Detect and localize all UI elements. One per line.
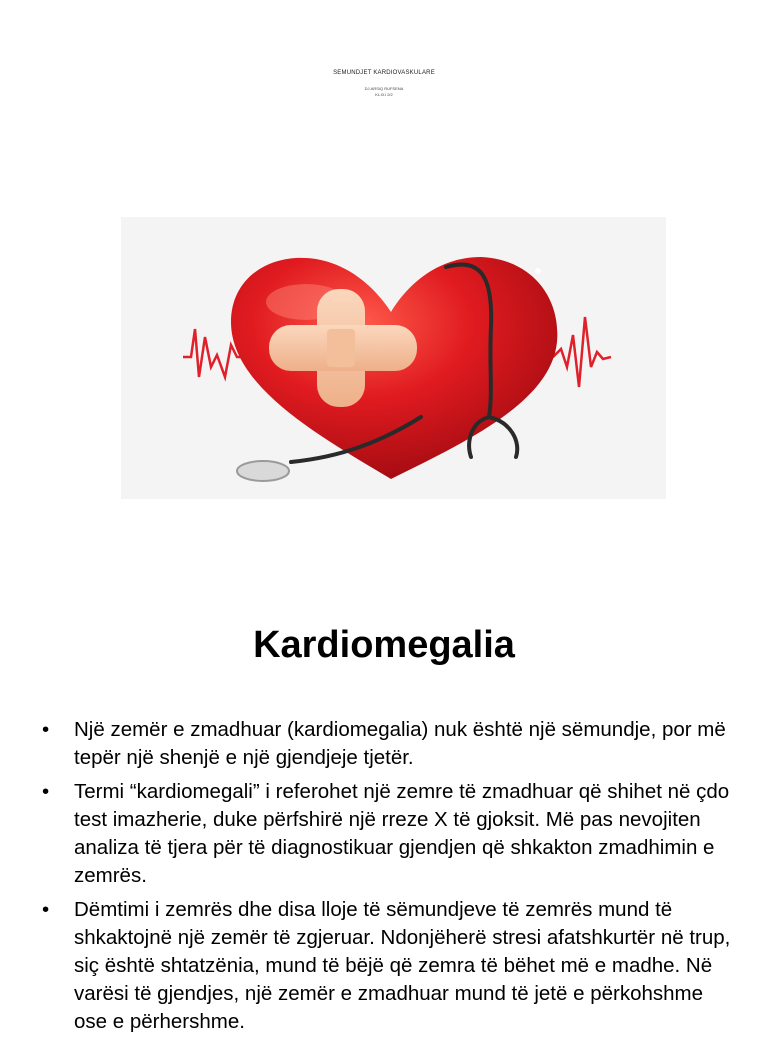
- bullet-dot-icon: •: [42, 898, 50, 921]
- bullet-dot-icon: •: [42, 780, 50, 803]
- bullet-list: [42, 716, 732, 1042]
- heart-illustration: [121, 217, 666, 499]
- bullet-item: [42, 716, 732, 772]
- slide-subtitle-line-1: DJ.ARSIQ RUFSENA: [364, 86, 404, 91]
- bullet-dot-icon: •: [42, 718, 50, 741]
- bullet-text: Termi “kardiomegali” i referohet një zemre të zmadhuar që shihet në çdo test imazherie, duke përfshirë një rreze X të gjoksit. Më pas nevojiten analiza të tjera për të diagnostikuar gjendjen që shkakton zmadhimin e zemrës.: [74, 780, 730, 887]
- slide-heading: Kardiomegalia: [253, 624, 515, 666]
- bullet-item: [42, 896, 732, 1036]
- slide-subtitle-line-2: KL.B.I 2/2: [375, 92, 393, 97]
- bullet-text: Një zemër e zmadhuar (kardiomegalia) nuk është një sëmundje, por më tepër një shenjë e një gjendjeje tjetër.: [74, 718, 726, 769]
- heart-stethoscope-icon: [121, 217, 666, 499]
- slide-title: SEMUNDJET KARDIOVASKULARE: [333, 70, 435, 76]
- bullet-text: Dëmtimi i zemrës dhe disa lloje të sëmundjeve të zemrës mund të shkaktojnë një zemër të zgjeruar. Ndonjëherë stresi afatshkurtër në trup, siç është shtatzënia, mund të bëjë që zemra të bëhet më e madhe. Në varësi të gjendjes, një zemër e zmadhuar mund të jetë e përkohshme ose e përhershme.: [74, 898, 731, 1033]
- bullet-item: [42, 778, 732, 890]
